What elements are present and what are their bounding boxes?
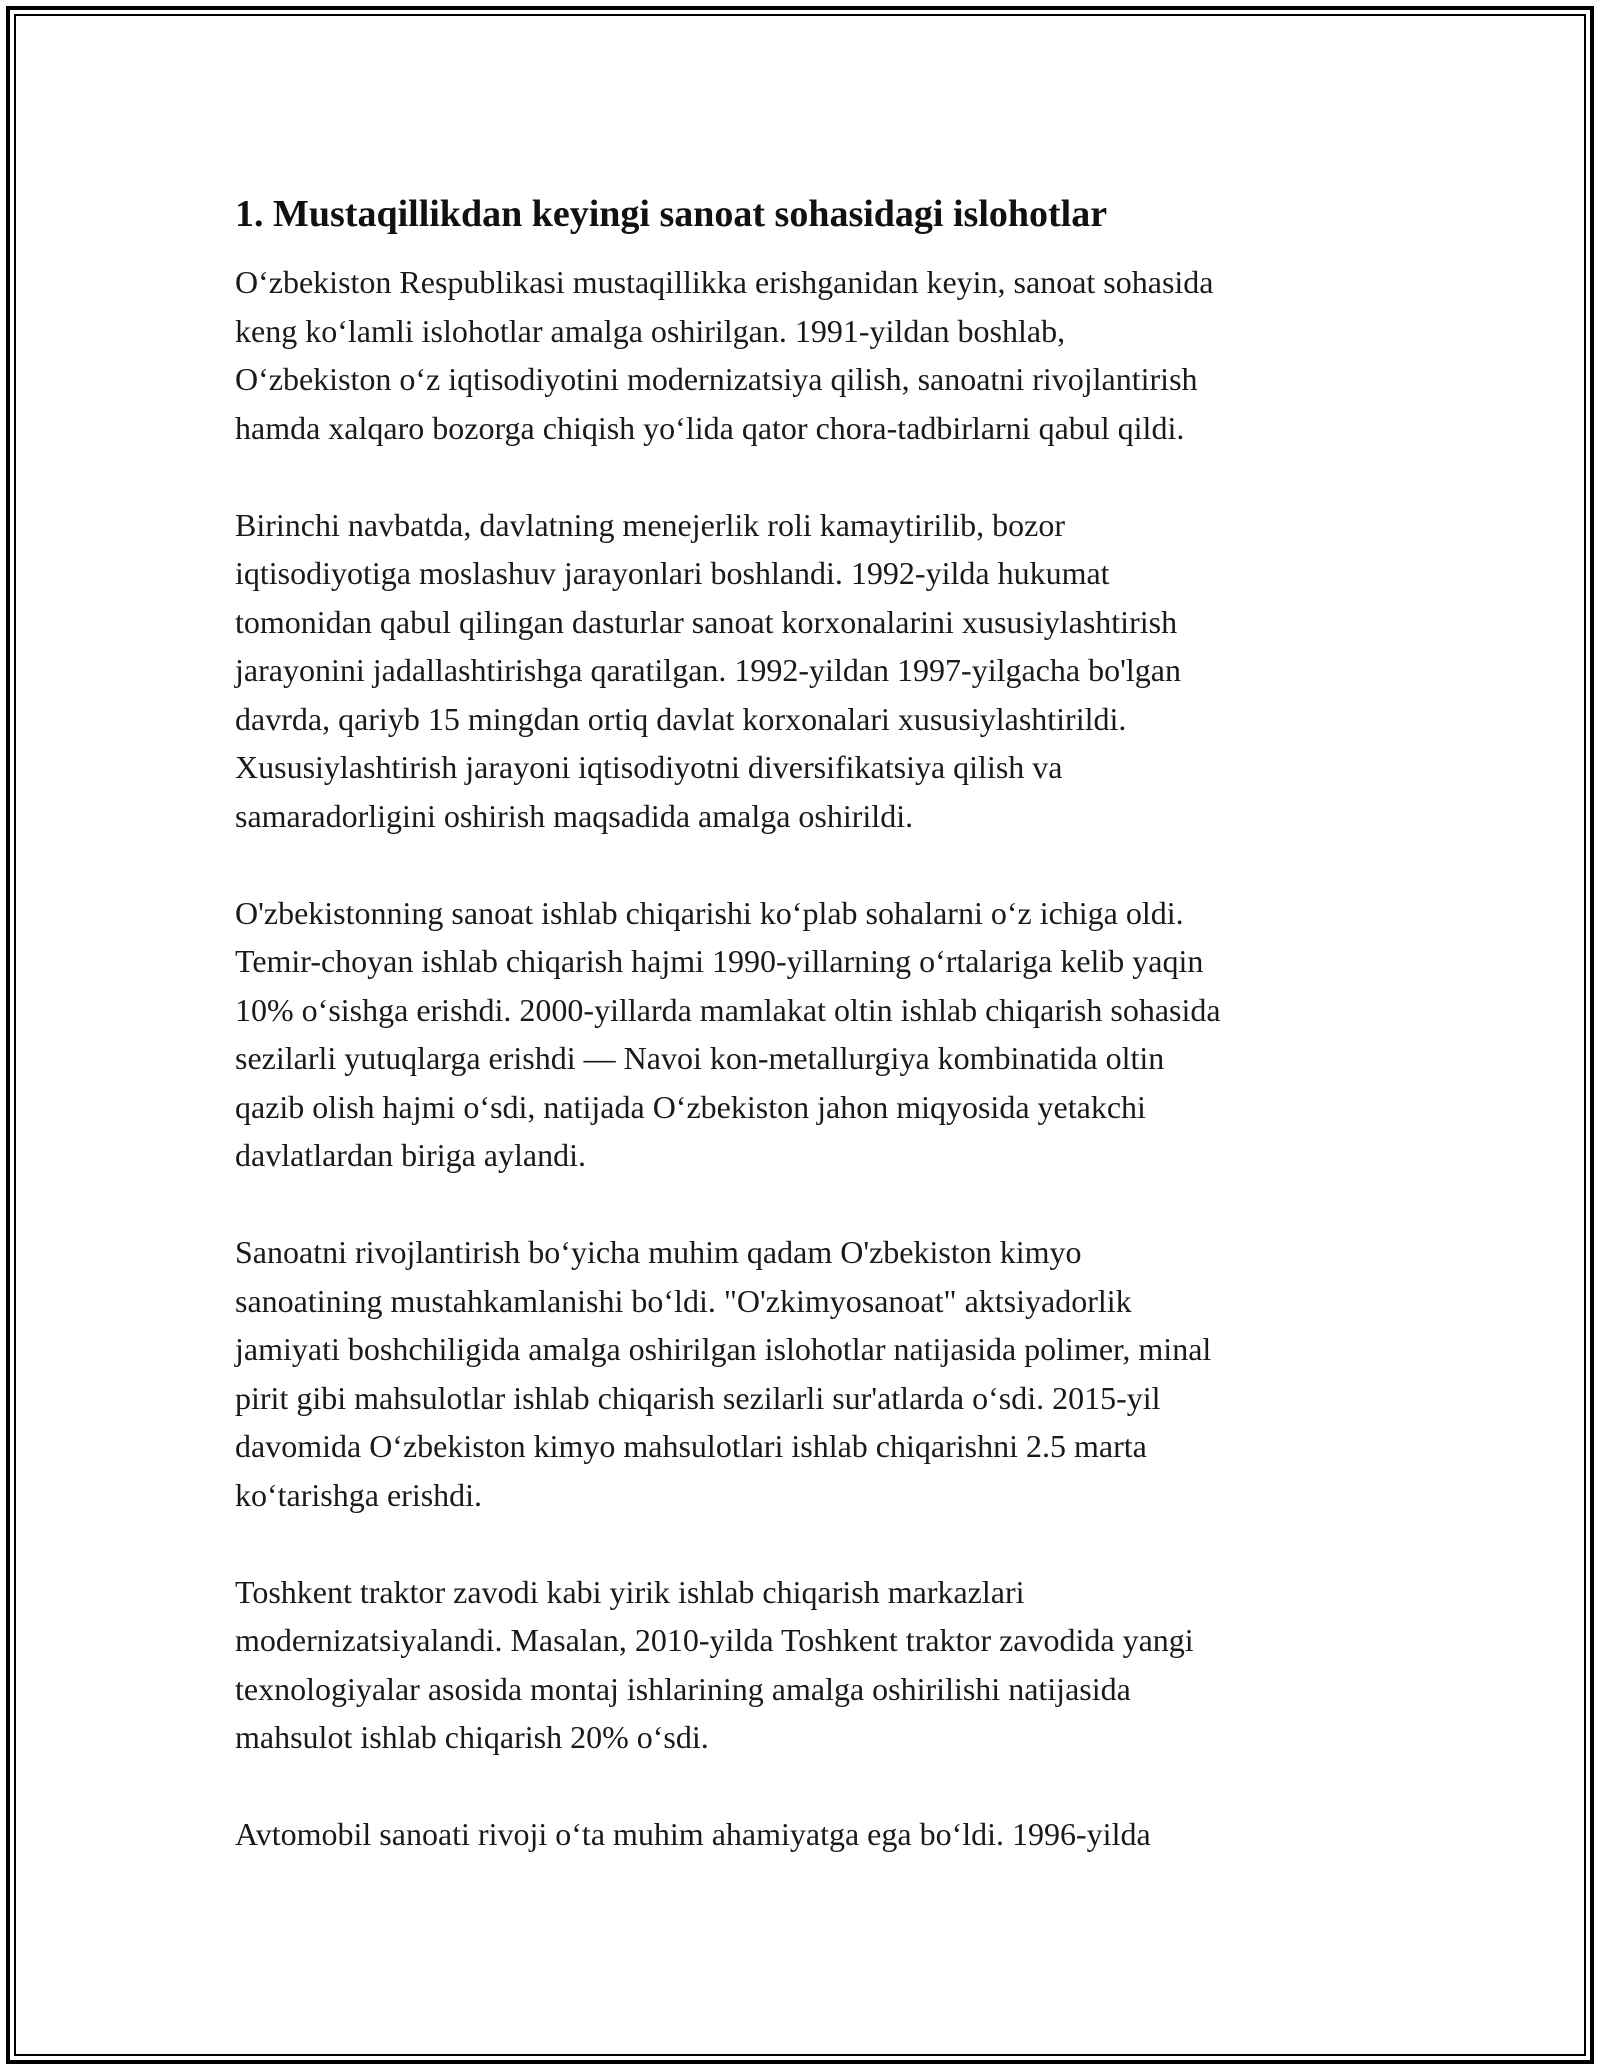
paragraph-4: Sanoatni rivojlantirish bo‘yicha muhim qadam O'zbekiston kimyo sanoatining mustahkamlanishi bo‘ldi. "O'zkimyosanoat" aktsiyadorlik jamiyati boshchiligida amalga oshirilgan islohotlar natijasida polimer, minal pirit gibi mahsulotlar ishlab chiqarish sezilarli sur'atlarda o‘sdi. 2015-yil davomida O‘zbekiston kimyo mahsulotlari ishlab chiqarishni 2.5 marta ko‘tarishga erishdi.	[235, 1234, 1212, 1513]
paragraph-5: Toshkent traktor zavodi kabi yirik ishlab chiqarish markazlari modernizatsiyalandi. Masalan, 2010-yilda Toshkent traktor zavodida yangi texnologiyalar asosida montaj ishlarining amalga oshirilishi natijasida mahsulot ishlab chiqarish 20% o‘sdi.	[235, 1573, 1194, 1755]
paragraph-2: Birinchi navbatda, davlatning menejerlik roli kamaytirilib, bozor iqtisodiyotiga moslashuv jarayonlari boshlandi. 1992-yilda hukumat tomonidan qabul qilingan dasturlar sanoat korxonalarini xususiylashtirish jarayonini jadallashtirishga qaratilgan. 1992-yildan 1997-yilgacha bo'lgan davrda, qariyb 15 mingdan ortiq davlat korxonalari xususiylashtirildi. Xususiylashtirish jarayoni iqtisodiyotni diversifikatsiya qilish va samaradorligini oshirish maqsadida amalga oshirildi.	[235, 506, 1181, 834]
section-heading: 1. Mustaqillikdan keyingi sanoat sohasidagi islohotlar	[235, 193, 1108, 235]
paragraph-1: O‘zbekiston Respublikasi mustaqillikka erishganidan keyin, sanoat sohasida keng ko‘lamli islohotlar amalga oshirilgan. 1991-yildan boshlab, O‘zbekiston o‘z iqtisodiyotini modernizatsiya qilish, sanoatni rivojlantirish hamda xalqaro bozorga chiqish yo‘lida qator chora-tadbirlarni qabul qildi.	[235, 264, 1214, 446]
document-body	[235, 188, 1375, 1907]
paragraph-3: O'zbekistonning sanoat ishlab chiqarishi ko‘plab sohalarni o‘z ichiga oldi. Temir-choyan ishlab chiqarish hajmi 1990-yillarning o‘rtalariga kelib yaqin 10% o‘sishga erishdi. 2000-yillarda mamlakat oltin ishlab chiqarish sohasida sezilarli yutuqlarga erishdi — Navoi kon-metallurgiya kombinatida oltin qazib olish hajmi o‘sdi, natijada O‘zbekiston jahon miqyosida yetakchi davlatlardan biriga aylandi.	[235, 894, 1221, 1173]
paragraph-6: Avtomobil sanoati rivoji o‘ta muhim ahamiyatga ega bo‘ldi. 1996-yilda	[235, 1816, 1151, 1852]
